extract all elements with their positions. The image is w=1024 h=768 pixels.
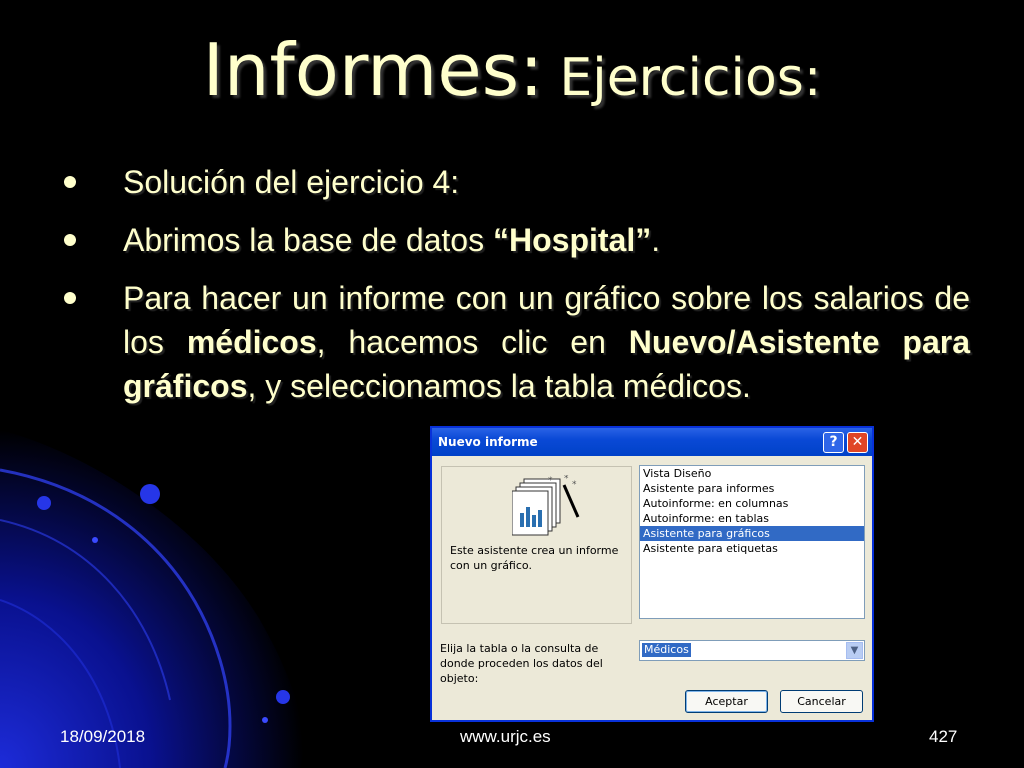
bullet-text: Abrimos la base de datos	[123, 222, 493, 258]
bullet-bold-text: médicos	[186, 324, 317, 360]
bullet-bold-text: “Hospital”	[492, 222, 652, 258]
title-sub: Ejercicios:	[559, 48, 822, 108]
chevron-down-icon[interactable]: ▼	[846, 642, 863, 659]
list-item-vista-diseno[interactable]: Vista Diseño	[643, 467, 712, 480]
bullet-dot-icon	[64, 176, 76, 188]
source-label: Elija la tabla o la consulta de donde proceden los datos del objeto:	[440, 642, 603, 685]
help-button[interactable]: ?	[823, 432, 844, 453]
dialog-title: Nuevo informe	[438, 435, 538, 449]
bullet-text: Solución del ejercicio 4:	[123, 164, 460, 200]
footer-page-number: 427	[929, 727, 958, 746]
close-button[interactable]: ✕	[847, 432, 868, 453]
footer-site: www.urjc.es	[460, 727, 551, 746]
bullet-list	[60, 160, 970, 422]
svg-text:*: *	[564, 475, 569, 484]
bullet-item	[60, 218, 970, 262]
bullet-text: Para hacer un informe con un gráfico sobre los salarios de los	[123, 280, 970, 360]
slide-title	[0, 28, 1024, 112]
bullet-text: , hacemos clic en	[316, 324, 629, 360]
report-type-list[interactable]	[639, 465, 865, 619]
source-table-combobox[interactable]	[639, 640, 865, 661]
cancel-button[interactable]: Cancelar	[780, 690, 863, 713]
list-item-asistente-etiquetas[interactable]: Asistente para etiquetas	[643, 542, 778, 555]
bullet-text: , y seleccionamos la tabla médicos.	[247, 368, 751, 404]
source-table-value: Médicos	[644, 643, 689, 656]
chart-wizard-icon	[512, 475, 587, 541]
list-item-asistente-graficos[interactable]: Asistente para gráficos	[640, 526, 864, 541]
svg-text:*: *	[548, 476, 553, 486]
dialog-titlebar[interactable]	[432, 428, 872, 456]
list-item-autoinforme-tablas[interactable]: Autoinforme: en tablas	[643, 512, 769, 525]
wizard-description: Este asistente crea un informe con un gráfico.	[450, 544, 619, 572]
svg-text:*: *	[572, 480, 577, 490]
bullet-item	[60, 276, 970, 408]
preview-panel	[441, 466, 632, 624]
bullet-dot-icon	[64, 234, 76, 246]
bullet-dot-icon	[64, 292, 76, 304]
bullet-bold-text: Nuevo/Asistente para gráficos	[123, 324, 971, 404]
accept-button[interactable]: Aceptar	[685, 690, 768, 713]
footer-date: 18/09/2018	[60, 727, 146, 746]
list-item-autoinforme-columnas[interactable]: Autoinforme: en columnas	[643, 497, 789, 510]
bullet-text: .	[651, 222, 661, 258]
list-item-asistente-informes[interactable]: Asistente para informes	[643, 482, 775, 495]
new-report-dialog	[430, 426, 874, 722]
title-main: Informes:	[202, 28, 544, 112]
bullet-item	[60, 160, 970, 204]
